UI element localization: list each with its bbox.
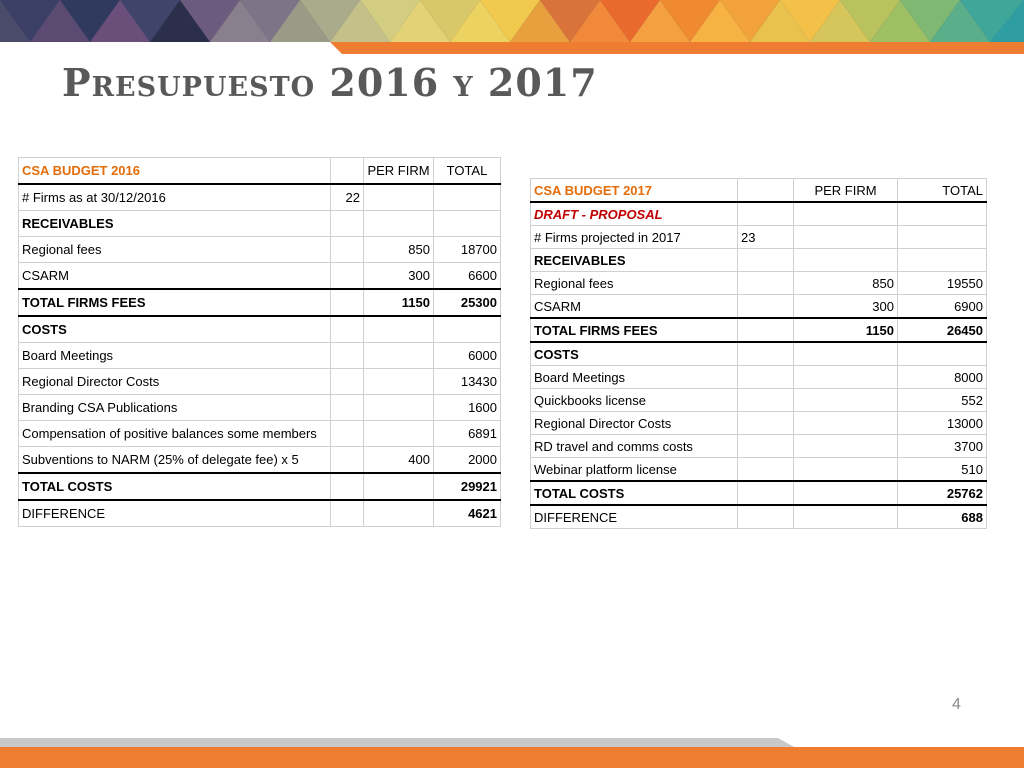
row-label: TOTAL COSTS bbox=[19, 473, 331, 500]
total-value bbox=[434, 316, 501, 343]
budget-2017-table bbox=[530, 178, 987, 529]
total-value bbox=[898, 202, 987, 226]
row-label: DIFFERENCE bbox=[531, 505, 738, 529]
total-value: 13430 bbox=[434, 369, 501, 395]
total-value bbox=[434, 184, 501, 211]
per-firm-value bbox=[794, 202, 898, 226]
firm-count bbox=[738, 458, 794, 482]
table-row bbox=[531, 202, 987, 226]
row-label: TOTAL COSTS bbox=[531, 481, 738, 505]
per-firm-value bbox=[794, 435, 898, 458]
total-value: 3700 bbox=[898, 435, 987, 458]
firm-count bbox=[738, 435, 794, 458]
header-per-firm: PER FIRM bbox=[364, 158, 434, 185]
total-value: 26450 bbox=[898, 318, 987, 342]
section-label: COSTS bbox=[19, 316, 331, 343]
table-row bbox=[19, 316, 501, 343]
total-value: 29921 bbox=[434, 473, 501, 500]
section-label: COSTS bbox=[531, 342, 738, 366]
total-row bbox=[19, 289, 501, 316]
per-firm-value: 1150 bbox=[364, 289, 434, 316]
total-row bbox=[531, 481, 987, 505]
table-row bbox=[19, 421, 501, 447]
table-row bbox=[531, 342, 987, 366]
header-total: TOTAL bbox=[434, 158, 501, 185]
row-label: TOTAL FIRMS FEES bbox=[531, 318, 738, 342]
firm-count bbox=[738, 412, 794, 435]
firm-count bbox=[331, 211, 364, 237]
per-firm-value: 300 bbox=[364, 263, 434, 290]
per-firm-value bbox=[364, 369, 434, 395]
row-label: Regional fees bbox=[531, 272, 738, 295]
per-firm-value bbox=[364, 395, 434, 421]
table-row bbox=[531, 226, 987, 249]
total-row bbox=[531, 318, 987, 342]
table-row bbox=[531, 366, 987, 389]
per-firm-value bbox=[794, 458, 898, 482]
per-firm-value: 850 bbox=[794, 272, 898, 295]
total-value: 2000 bbox=[434, 447, 501, 474]
total-value: 18700 bbox=[434, 237, 501, 263]
total-value: 25762 bbox=[898, 481, 987, 505]
page-number: 4 bbox=[952, 696, 961, 713]
row-label: CSARM bbox=[531, 295, 738, 319]
row-label: RD travel and comms costs bbox=[531, 435, 738, 458]
slide-title: Presupuesto 2016 y 2017 bbox=[62, 60, 598, 105]
difference-row bbox=[531, 505, 987, 529]
firm-count bbox=[738, 505, 794, 529]
row-label: Branding CSA Publications bbox=[19, 395, 331, 421]
table-row bbox=[531, 249, 987, 272]
firm-count bbox=[331, 316, 364, 343]
firm-count bbox=[738, 249, 794, 272]
table-row bbox=[19, 395, 501, 421]
row-label: TOTAL FIRMS FEES bbox=[19, 289, 331, 316]
row-label: CSARM bbox=[19, 263, 331, 290]
firm-count bbox=[331, 263, 364, 290]
footer-stripe-orange bbox=[0, 747, 1024, 768]
firm-count bbox=[738, 202, 794, 226]
table-row bbox=[531, 295, 987, 319]
total-value bbox=[898, 249, 987, 272]
firm-count bbox=[738, 272, 794, 295]
table-row bbox=[531, 412, 987, 435]
table-row bbox=[531, 458, 987, 482]
row-label: # Firms as at 30/12/2016 bbox=[19, 184, 331, 211]
total-value: 688 bbox=[898, 505, 987, 529]
firm-count bbox=[738, 389, 794, 412]
per-firm-value bbox=[794, 342, 898, 366]
budget-2016-table bbox=[18, 157, 501, 527]
per-firm-value bbox=[364, 316, 434, 343]
header-cell bbox=[738, 179, 794, 203]
per-firm-value bbox=[794, 481, 898, 505]
table-header-row bbox=[531, 179, 987, 203]
per-firm-value bbox=[794, 505, 898, 529]
table-row bbox=[19, 447, 501, 474]
table-title: CSA BUDGET 2016 bbox=[19, 158, 331, 185]
total-value: 6000 bbox=[434, 343, 501, 369]
table-row bbox=[19, 263, 501, 290]
total-value bbox=[434, 211, 501, 237]
table-header-row bbox=[19, 158, 501, 185]
firm-count bbox=[738, 295, 794, 319]
firm-count bbox=[738, 318, 794, 342]
per-firm-value bbox=[364, 500, 434, 527]
table-row bbox=[531, 389, 987, 412]
firm-count bbox=[331, 421, 364, 447]
row-label: Board Meetings bbox=[531, 366, 738, 389]
firm-count bbox=[331, 237, 364, 263]
table-row bbox=[531, 435, 987, 458]
header-per-firm: PER FIRM bbox=[794, 179, 898, 203]
per-firm-value bbox=[364, 343, 434, 369]
decorative-banner bbox=[0, 0, 1024, 56]
firm-count bbox=[331, 447, 364, 474]
firm-count bbox=[331, 473, 364, 500]
row-label: Quickbooks license bbox=[531, 389, 738, 412]
total-value bbox=[898, 226, 987, 249]
per-firm-value: 400 bbox=[364, 447, 434, 474]
per-firm-value: 1150 bbox=[794, 318, 898, 342]
firm-count bbox=[738, 366, 794, 389]
total-value: 8000 bbox=[898, 366, 987, 389]
table-row bbox=[19, 343, 501, 369]
per-firm-value bbox=[794, 249, 898, 272]
draft-label: DRAFT - PROPOSAL bbox=[531, 202, 738, 226]
firm-count bbox=[331, 500, 364, 527]
total-value: 510 bbox=[898, 458, 987, 482]
row-label: DIFFERENCE bbox=[19, 500, 331, 527]
total-value bbox=[898, 342, 987, 366]
table-row bbox=[19, 184, 501, 211]
per-firm-value bbox=[794, 412, 898, 435]
table-title: CSA BUDGET 2017 bbox=[531, 179, 738, 203]
per-firm-value bbox=[794, 226, 898, 249]
row-label: Board Meetings bbox=[19, 343, 331, 369]
row-label: Subventions to NARM (25% of delegate fee) x 5 bbox=[19, 447, 331, 474]
total-value: 4621 bbox=[434, 500, 501, 527]
row-label: # Firms projected in 2017 bbox=[531, 226, 738, 249]
total-value: 6891 bbox=[434, 421, 501, 447]
difference-row bbox=[19, 500, 501, 527]
firm-count: 22 bbox=[331, 184, 364, 211]
per-firm-value bbox=[794, 389, 898, 412]
total-value: 6600 bbox=[434, 263, 501, 290]
total-value: 6900 bbox=[898, 295, 987, 319]
total-value: 19550 bbox=[898, 272, 987, 295]
per-firm-value bbox=[364, 211, 434, 237]
total-value: 1600 bbox=[434, 395, 501, 421]
per-firm-value bbox=[364, 184, 434, 211]
total-value: 25300 bbox=[434, 289, 501, 316]
firm-count bbox=[331, 343, 364, 369]
firm-count bbox=[738, 481, 794, 505]
table-row bbox=[531, 272, 987, 295]
row-label: Regional Director Costs bbox=[19, 369, 331, 395]
per-firm-value bbox=[364, 421, 434, 447]
per-firm-value bbox=[794, 366, 898, 389]
firm-count bbox=[331, 395, 364, 421]
total-row bbox=[19, 473, 501, 500]
header-cell bbox=[331, 158, 364, 185]
header-total: TOTAL bbox=[898, 179, 987, 203]
total-value: 552 bbox=[898, 389, 987, 412]
row-label: Webinar platform license bbox=[531, 458, 738, 482]
firm-count bbox=[738, 342, 794, 366]
table-row bbox=[19, 369, 501, 395]
table-row bbox=[19, 211, 501, 237]
per-firm-value: 850 bbox=[364, 237, 434, 263]
firm-count bbox=[331, 289, 364, 316]
total-value: 13000 bbox=[898, 412, 987, 435]
per-firm-value bbox=[364, 473, 434, 500]
table-row bbox=[19, 237, 501, 263]
row-label: Regional Director Costs bbox=[531, 412, 738, 435]
firm-count: 23 bbox=[738, 226, 794, 249]
section-label: RECEIVABLES bbox=[531, 249, 738, 272]
row-label: Compensation of positive balances some members bbox=[19, 421, 331, 447]
section-label: RECEIVABLES bbox=[19, 211, 331, 237]
row-label: Regional fees bbox=[19, 237, 331, 263]
firm-count bbox=[331, 369, 364, 395]
per-firm-value: 300 bbox=[794, 295, 898, 319]
